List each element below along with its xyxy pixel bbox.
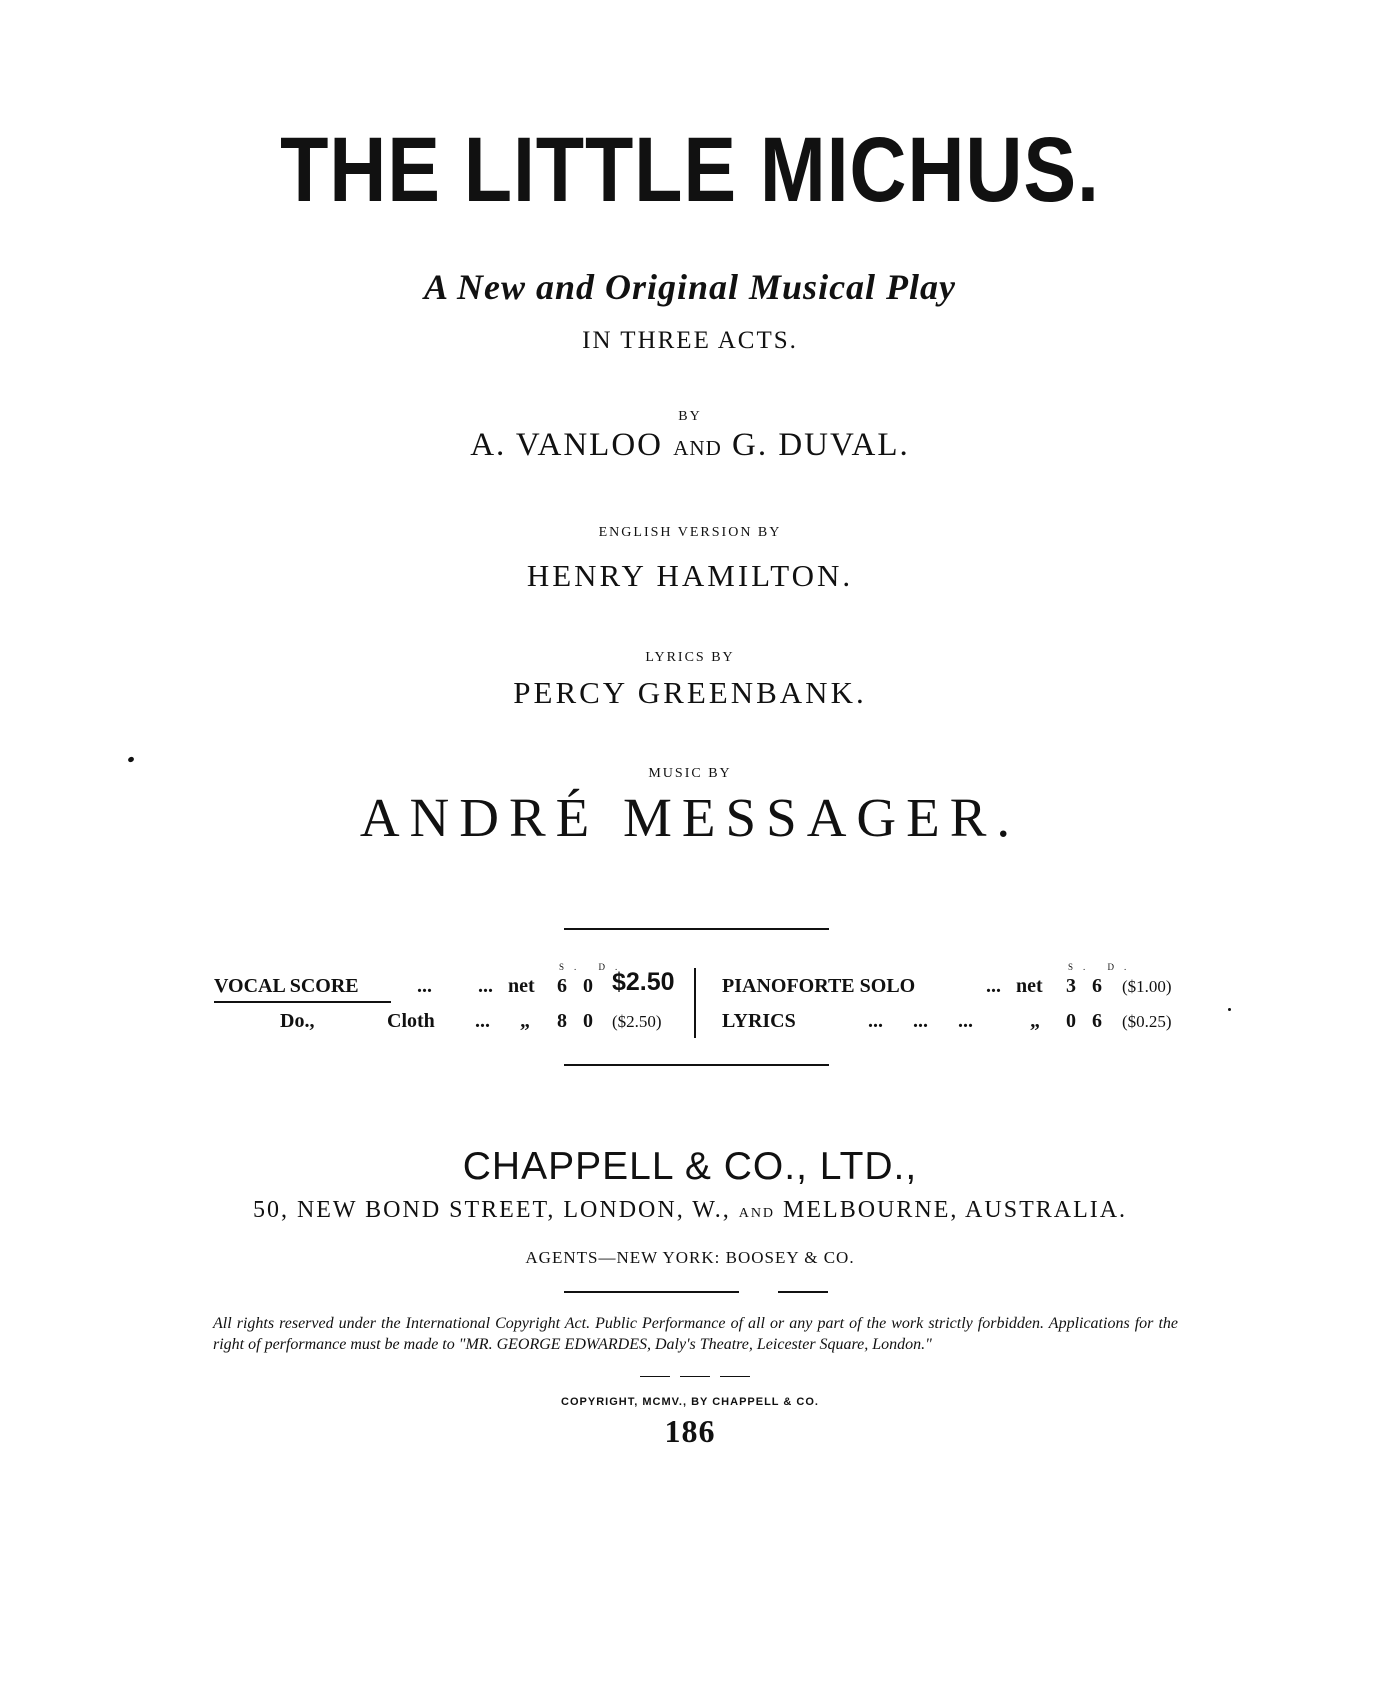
price-leader — [475, 1010, 490, 1033]
author-vanloo: A. VANLOO — [470, 427, 663, 463]
acts-line: IN THREE ACTS. — [582, 327, 798, 354]
price-leader — [478, 975, 493, 998]
leader-dots: ... — [475, 1010, 490, 1032]
composer-name: ANDRÉ MESSAGER. — [359, 787, 1021, 848]
price-leader — [986, 975, 1001, 998]
price-pence — [583, 975, 593, 998]
net-label: net — [1016, 975, 1043, 997]
price-row-lyrics — [722, 1010, 796, 1033]
price-shillings — [1066, 1010, 1076, 1033]
price-pence — [1092, 975, 1102, 998]
sd-header-right: S. D. — [1068, 962, 1137, 972]
binding: Cloth — [387, 1010, 435, 1032]
price-net — [508, 975, 535, 998]
ink-speck — [127, 756, 135, 763]
leader-dots: ... ... ... — [868, 1010, 973, 1032]
dollar-value: ($0.25) — [1122, 1012, 1172, 1031]
page-title: THE LITTLE MICHUS. — [280, 119, 1100, 221]
agents-line: AGENTS—NEW YORK: BOOSEY & CO. — [525, 1248, 855, 1267]
price-shillings — [557, 975, 567, 998]
price-leader — [868, 1010, 973, 1033]
lyrics-label: LYRICS BY — [645, 650, 735, 665]
shillings: 8 — [557, 1010, 567, 1032]
price-net — [1030, 1010, 1040, 1033]
translation-label: ENGLISH VERSION BY — [598, 525, 782, 540]
pence: 0 — [583, 975, 593, 997]
pence: 0 — [583, 1010, 593, 1032]
price-shillings — [557, 1010, 567, 1033]
shillings: 3 — [1066, 975, 1076, 997]
rights-notice: All rights reserved under the International Copyright Act. Public Performance of all or any part of the work strictly forbidden. Applications for the right of performance must be made to "MR. GEORGE EDWARDES, Daly's Theatre, Leicester Square, London." — [213, 1315, 1178, 1353]
price-leader — [417, 975, 432, 998]
authors-line — [0, 427, 1380, 464]
price-dollar — [1122, 977, 1172, 997]
binding-label — [387, 1010, 435, 1033]
pence: 6 — [1092, 975, 1102, 997]
address-and: AND — [738, 1206, 776, 1221]
net-label: net — [508, 975, 535, 997]
shillings: 6 — [557, 975, 567, 997]
price-pence — [1092, 1010, 1102, 1033]
lyricist-name: PERCY GREENBANK. — [513, 675, 867, 710]
price-row-vocal-score — [214, 975, 359, 998]
price-column-divider — [694, 968, 696, 1038]
leader-dots: ... — [417, 975, 432, 997]
price-rule-bottom — [564, 1064, 829, 1066]
price-pence — [583, 1010, 593, 1033]
ditto-mark: „ — [1030, 1010, 1040, 1032]
ink-speck — [1228, 1008, 1231, 1011]
plate-number: 186 — [664, 1413, 716, 1449]
short-dash-2 — [680, 1376, 710, 1377]
pence: 6 — [1092, 1010, 1102, 1032]
authors-and: AND — [673, 436, 722, 460]
leader-dots: ... — [478, 975, 493, 997]
short-dash-3 — [720, 1376, 750, 1377]
divider-dash-right — [778, 1291, 828, 1293]
address-melbourne: MELBOURNE, AUSTRALIA. — [783, 1197, 1128, 1223]
price-dollar — [612, 1012, 662, 1032]
price-dollar-stamp: $2.50 — [612, 968, 675, 996]
translator-name: HENRY HAMILTON. — [526, 558, 854, 593]
dollar-value: ($1.00) — [1122, 977, 1172, 996]
publisher-name: CHAPPELL & CO., LTD., — [462, 1145, 918, 1188]
authors-label: BY — [678, 409, 702, 424]
sd-header-left: S. D. — [559, 962, 628, 972]
address-london: 50, NEW BOND STREET, LONDON, W., — [252, 1197, 731, 1223]
price-shillings — [1066, 975, 1076, 998]
price-item: Do., — [280, 1010, 315, 1032]
price-item: VOCAL SCORE — [214, 975, 359, 997]
vocal-score-underline — [214, 1001, 391, 1003]
copyright-line: COPYRIGHT, MCMV., BY CHAPPELL & CO. — [561, 1396, 819, 1408]
price-rule-top — [564, 928, 829, 930]
short-dash-1 — [640, 1376, 670, 1377]
publisher-address — [0, 1197, 1380, 1224]
ditto-mark: „ — [520, 1010, 530, 1032]
price-dollar — [1122, 1012, 1172, 1032]
price-row-cloth — [280, 1010, 314, 1033]
price-net — [520, 1010, 530, 1033]
divider-dash-left — [564, 1291, 739, 1293]
price-item: PIANOFORTE SOLO — [722, 975, 916, 997]
subtitle: A New and Original Musical Play — [423, 267, 957, 307]
music-label: MUSIC BY — [648, 766, 732, 781]
dollar-value: ($2.50) — [612, 1012, 662, 1031]
leader-dots: ... — [986, 975, 1001, 997]
price-row-pianoforte — [722, 975, 915, 998]
shillings: 0 — [1066, 1010, 1076, 1032]
price-net — [1016, 975, 1043, 998]
price-item: LYRICS — [722, 1010, 796, 1032]
author-duval: G. DUVAL. — [731, 427, 910, 463]
